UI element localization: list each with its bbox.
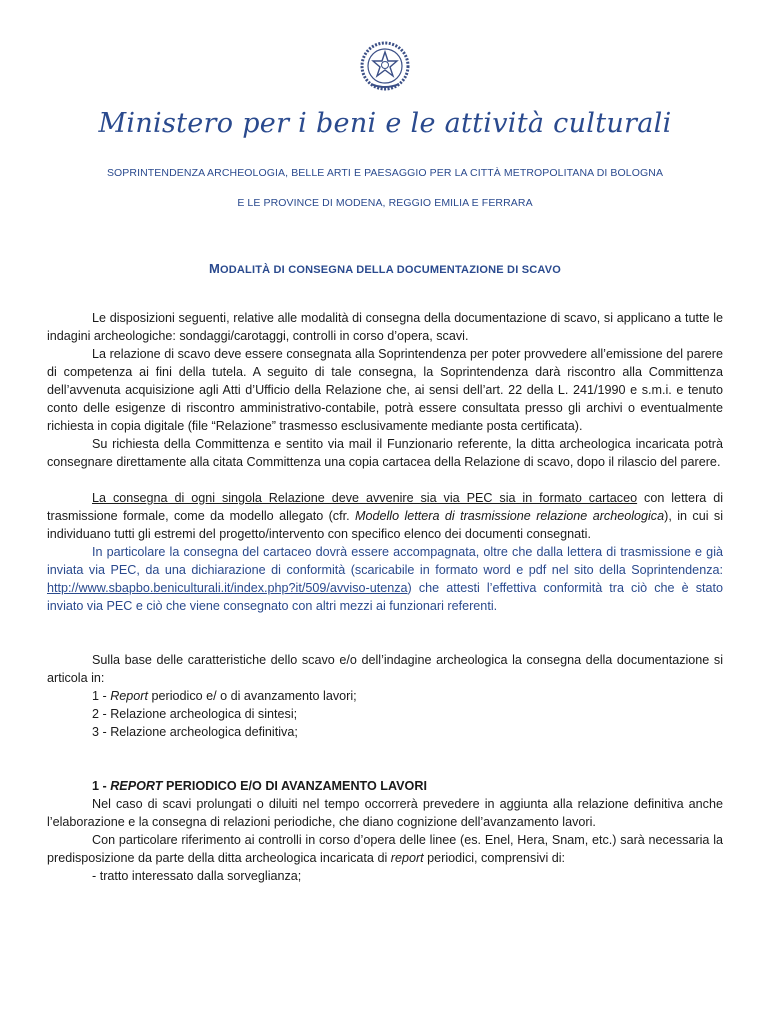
list-text: Relazione archeologica definitiva;: [110, 725, 298, 739]
paragraph-text: periodici, comprensivi di:: [423, 851, 566, 865]
paragraph-report-delivery: La relazione di scavo deve essere consegnata alla Soprintendenza per poter provvedere all’emissione del parere di competenza ai fini della tutela. A seguito di tale consegna, la Soprintendenza darà riscontro alla Committenza dell’avvenuta acquisizione agli Atti d’Ufficio della Relazione che, ai sensi dell’art. 22 della L. 241/1990 e s.m.i. e tenuto conto delle esigenze di riscontro amministrativo-contabile, potrà essere consultata presso gli archivi o eventualmente richiesta in copia digitale (file “Relazione” trasmesso esclusivamente mediante posta certificata).: [47, 347, 723, 433]
paragraph-documentation-types: Sulla base delle caratteristiche dello scavo e/o dell’indagine archeologica la consegna della documentazione si articola in:: [47, 653, 723, 685]
title-rest: ODALITÀ DI CONSEGNA DELLA DOCUMENTAZIONE DI SCAVO: [220, 264, 562, 276]
letter-model-reference: Modello lettera di trasmissione relazione archeologica: [355, 509, 665, 523]
paragraph-text: ) che attesti l’effettiva conformità tra ciò che è stato inviato via PEC e ciò che viene consegnato con altri mezzi ai funzionari referenti.: [47, 581, 723, 613]
paragraph-text: Con particolare riferimento ai controlli in corso d’opera delle linee (es. Enel, Hera, Snam, etc.) sarà necessaria la predisposizione da parte della ditta archeologica incaricata di: [47, 833, 723, 865]
paragraph-periodic-reports: Nel caso di scavi prolungati o diluiti nel tempo occorrerà prevedere in aggiunta alla relazione definitiva anche l’elaborazione e la consegna di relazioni periodiche, che diano cognizione dell’avanzamento lavori.: [47, 797, 723, 829]
report-italic: report: [390, 851, 424, 865]
document-title: [0, 261, 770, 276]
underlined-requirement: La consegna di ogni singola Relazione deve avvenire sia via PEC sia in formato cartaceo: [92, 491, 638, 505]
document-body: [47, 309, 723, 885]
paragraph-text: con lettera di trasmissione formale, come da modello allegato (cfr.: [47, 491, 723, 523]
paragraph-paper-copy: Su richiesta della Committenza e sentito via mail il Funzionario referente, la ditta archeologica incaricata potrà consegnare direttamente alla citata Committenza una copia cartacea della Relazione di scavo, dopo il rilascio del parere.: [47, 437, 723, 469]
conformity-link[interactable]: http://www.sbapbo.beniculturali.it/index.php?it/509/avviso-utenza: [47, 581, 408, 595]
bullet-item: - tratto interessato dalla sorveglianza;: [92, 869, 302, 883]
section-heading-report: [47, 777, 723, 795]
title-initial: M: [208, 261, 220, 276]
list-item: [47, 723, 723, 741]
heading-text: PERIODICO E/O DI AVANZAMENTO LAVORI: [162, 779, 427, 793]
list-number: 1 -: [92, 689, 111, 703]
list-number: 3 -: [92, 725, 111, 739]
list-text: Relazione archeologica di sintesi;: [110, 707, 298, 721]
list-item: [47, 705, 723, 723]
heading-italic: REPORT: [110, 779, 163, 793]
paragraph-scope: Le disposizioni seguenti, relative alle modalità di consegna della documentazione di scavo, si applicano a tutte le indagini archeologiche: sondaggi/carotaggi, controlli in corso d’opera, scavi.: [47, 311, 723, 343]
paragraph-text: In particolare la consegna del cartaceo dovrà essere accompagnata, oltre che dalla lettera di trasmissione e già inviata via PEC, da una dichiarazione di conformità (scaricabile in formato word e pdf nel sito della Soprintendenza:: [47, 545, 723, 577]
paragraph-conformity: [47, 543, 723, 615]
paragraph-text: ), in cui si individuano tutti gli estremi del progetto/intervento con specifico elenco dei documenti consegnati.: [47, 509, 724, 541]
list-text: periodico e/ o di avanzamento lavori;: [148, 689, 357, 703]
paragraph-line-controls: [47, 831, 723, 867]
office-name-line1: SOPRINTENDENZA ARCHEOLOGIA, BELLE ARTI E PAESAGGIO PER LA CITTÀ METROPOLITANA DI BOLOGNA: [106, 167, 664, 179]
heading-number: 1 -: [92, 779, 111, 793]
list-italic: Report: [110, 689, 149, 703]
office-name-line2: E LE PROVINCE DI MODENA, REGGIO EMILIA E FERRARA: [237, 197, 533, 209]
paragraph-pec-delivery: [47, 489, 723, 543]
italian-republic-emblem-icon: [359, 40, 411, 92]
list-item: [47, 687, 723, 705]
list-number: 2 -: [92, 707, 111, 721]
ministry-name: Ministero per i beni e le attività culturali: [98, 108, 672, 139]
